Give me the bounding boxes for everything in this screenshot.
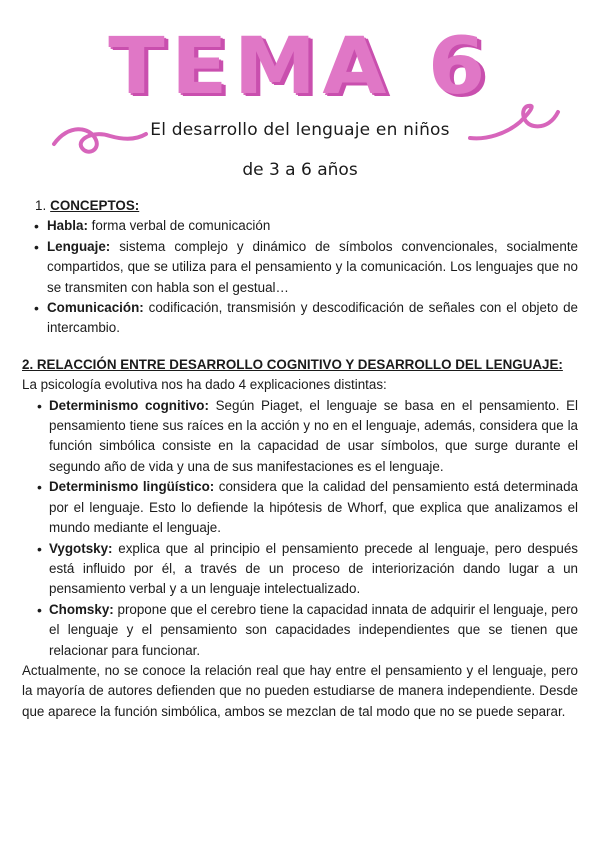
- definition: codificación, transmisión y descodificación de señales con el objeto de intercambio.: [47, 300, 578, 336]
- term: Determinismo lingüístico:: [49, 479, 215, 495]
- section-2-intro: La psicología evolutiva nos ha dado 4 explicaciones distintas:: [22, 377, 387, 393]
- conclusion-paragraph: Actualmente, no se conoce la relación real que hay entre el pensamiento y el lenguaje, pero la mayoría de autores defienden que no pueden estudiarse de manera independiente. Desde que aparece la función simbólica, ambos se mezclan de tal modo que no se puede separar.: [22, 662, 578, 719]
- term: Habla:: [47, 218, 88, 234]
- document-body: [22, 196, 578, 722]
- section-1-number: 1.: [35, 198, 47, 213]
- term: Lenguaje:: [47, 238, 111, 254]
- subtitle-line-1: El desarrollo del lenguaje en niños: [150, 120, 450, 140]
- list-item: [22, 539, 578, 600]
- list-item: [22, 216, 578, 236]
- concepts-list: [22, 216, 578, 338]
- explanations-list: [22, 396, 578, 661]
- title-block: [0, 22, 600, 112]
- term: Chomsky:: [49, 601, 114, 617]
- list-item: [22, 237, 578, 298]
- section-1-title: CONCEPTOS:: [50, 198, 140, 213]
- list-item: [22, 477, 578, 538]
- list-item: [22, 298, 578, 339]
- term: Vygotsky:: [49, 540, 113, 556]
- definition: considera que la calidad del pensamiento está determinada por el lenguaje. Esto lo defiende la hipótesis de Whorf, que explica que analizamos el mundo mediante el lenguaje.: [49, 479, 578, 536]
- section-1-heading: [35, 196, 578, 216]
- section-2-heading: 2. RELACCIÓN ENTRE DESARROLLO COGNITIVO Y DESARROLLO DEL LENGUAJE:: [22, 356, 563, 372]
- definition: propone que el cerebro tiene la capacidad innata de adquirir el lenguaje, pero el lenguaje y el pensamiento son capacidades independientes que se tienen que relacionar para funcionar.: [49, 601, 578, 658]
- term: Comunicación:: [47, 300, 144, 316]
- definition: Según Piaget, el lenguaje se basa en el pensamiento. El pensamiento tiene sus raíces en la acción y no en el lenguaje, además, considera que la función simbólica consiste en la capacidad de usar símbolos, que surge durante el segundo año de vida y una de sus manifestaciones es el lenguaje.: [49, 397, 578, 474]
- term: Determinismo cognitivo:: [49, 397, 209, 413]
- definition: explica que al principio el pensamiento precede al lenguaje, pero después está influido por él, a través de un proceso de interiorización dando lugar a un pensamiento verbal y a un lenguaje intelectualizado.: [49, 540, 578, 597]
- page-title: TEMA 6: [108, 22, 492, 112]
- subtitle-line-2: de 3 a 6 años: [242, 160, 358, 180]
- list-item: [22, 396, 578, 478]
- definition: forma verbal de comunicación: [87, 218, 271, 234]
- list-item: [22, 600, 578, 661]
- definition: sistema complejo y dinámico de símbolos convencionales, socialmente compartidos, que se utiliza para el pensamiento y la comunicación. Los lenguajes que no se transmiten con habla son el gestual…: [47, 238, 578, 295]
